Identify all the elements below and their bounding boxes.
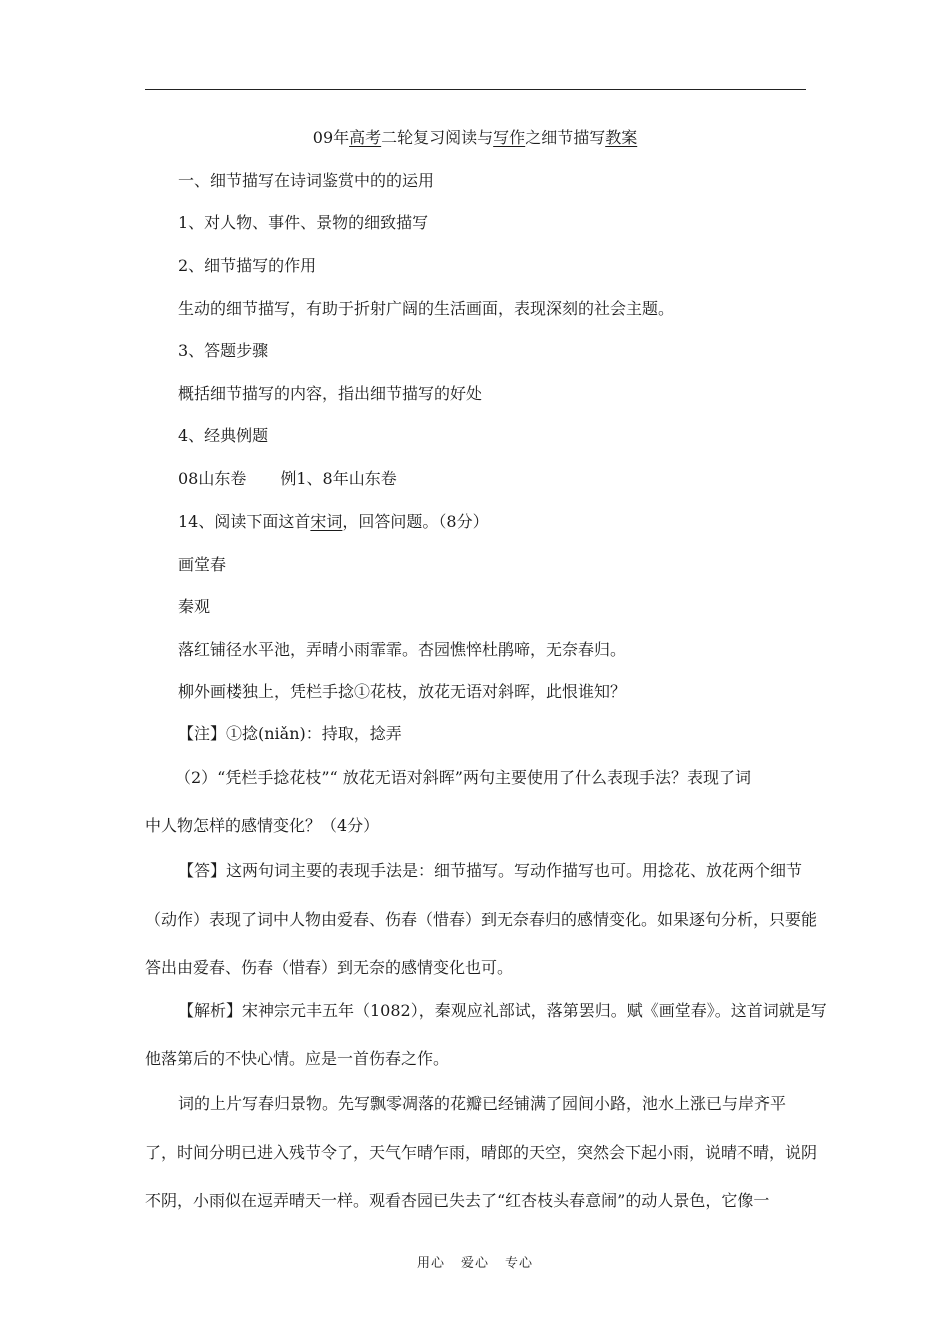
analysis-line-2: 他落第后的不快心情。应是一首伤春之作。 [145,1049,450,1068]
header-rule [145,89,806,90]
poem-line-2: 柳外画楼独上，凭栏手捻①花枝，放花无语对斜晖，此恨谁知？ [178,682,627,701]
poem-author: 秦观 [178,597,211,616]
answer-line-2: （动作）表现了词中人物由爱春、伤春（惜春）到无奈春归的感情变化。如果逐句分析，只要能 [145,910,818,929]
paragraph-line-2: 了，时间分明已进入残节令了，天气乍晴乍雨，晴郎的天空，突然会下起小雨，说晴不晴，说阴 [145,1143,818,1162]
subheading-2: 2、细节描写的作用 [178,256,317,275]
answer-line-3: 答出由爱春、伤春（惜春）到无奈的感情变化也可。 [145,958,514,977]
section-heading: 一、细节描写在诗词鉴赏中的的运用 [178,171,435,190]
paragraph-role: 生动的细节描写，有助于折射广阔的生活画面，表现深刻的社会主题。 [178,299,675,318]
paragraph-line-3: 不阴，小雨似在逗弄晴天一样。观看杏园已失去了“红杏枝头春意闹”的动人景色，它像一 [145,1191,770,1210]
paragraph-line-1: 词的上片写春归景物。先写飘零凋落的花瓣已经铺满了园间小路，池水上涨已与岸齐平 [178,1094,787,1113]
document-title: 09年高考二轮复习阅读与写作之细节描写教案 [312,128,638,147]
analysis-line-1: 【解析】宋神宗元丰五年（1082），秦观应礼部试，落第罢归。赋《画堂春》。这首词就是写 [178,1001,827,1020]
page-footer [0,1252,950,1271]
subheading-3: 3、答题步骤 [178,341,269,360]
footer-item: 用心 [416,1256,445,1271]
poem-line-1: 落红铺径水平池，弄晴小雨霏霏。杏园憔悴杜鹃啼，无奈春归。 [178,640,627,659]
question-2-line-2: 中人物怎样的感情变化？（4分） [145,816,380,835]
question-2-line-1: （2）“凭栏手捻花枝”“ 放花无语对斜晖”两句主要使用了什么表现手法？表现了词 [175,768,751,787]
footer-item: 爱心 [460,1256,489,1271]
footer-item: 专心 [505,1256,534,1271]
poem-note: 【注】①捻(niǎn)：持取，捻弄 [178,724,402,743]
link-xiezuo[interactable]: 写作 [493,128,526,147]
poem-title: 画堂春 [178,555,227,574]
link-gaokao[interactable]: 高考 [349,128,382,147]
subheading-1: 1、对人物、事件、景物的细致描写 [178,213,429,232]
example-source: 08山东卷 例1、8年山东卷 [178,469,397,488]
link-jiaoan[interactable]: 教案 [605,128,638,147]
paragraph-steps: 概括细节描写的内容，指出细节描写的好处 [178,384,483,403]
link-songci[interactable]: 宋词 [310,512,343,531]
question-14: 14、阅读下面这首宋词，回答问题。（8分） [178,512,489,531]
subheading-4: 4、经典例题 [178,426,269,445]
answer-line-1: 【答】这两句词主要的表现手法是：细节描写。写动作描写也可。用捻花、放花两个细节 [178,861,803,880]
